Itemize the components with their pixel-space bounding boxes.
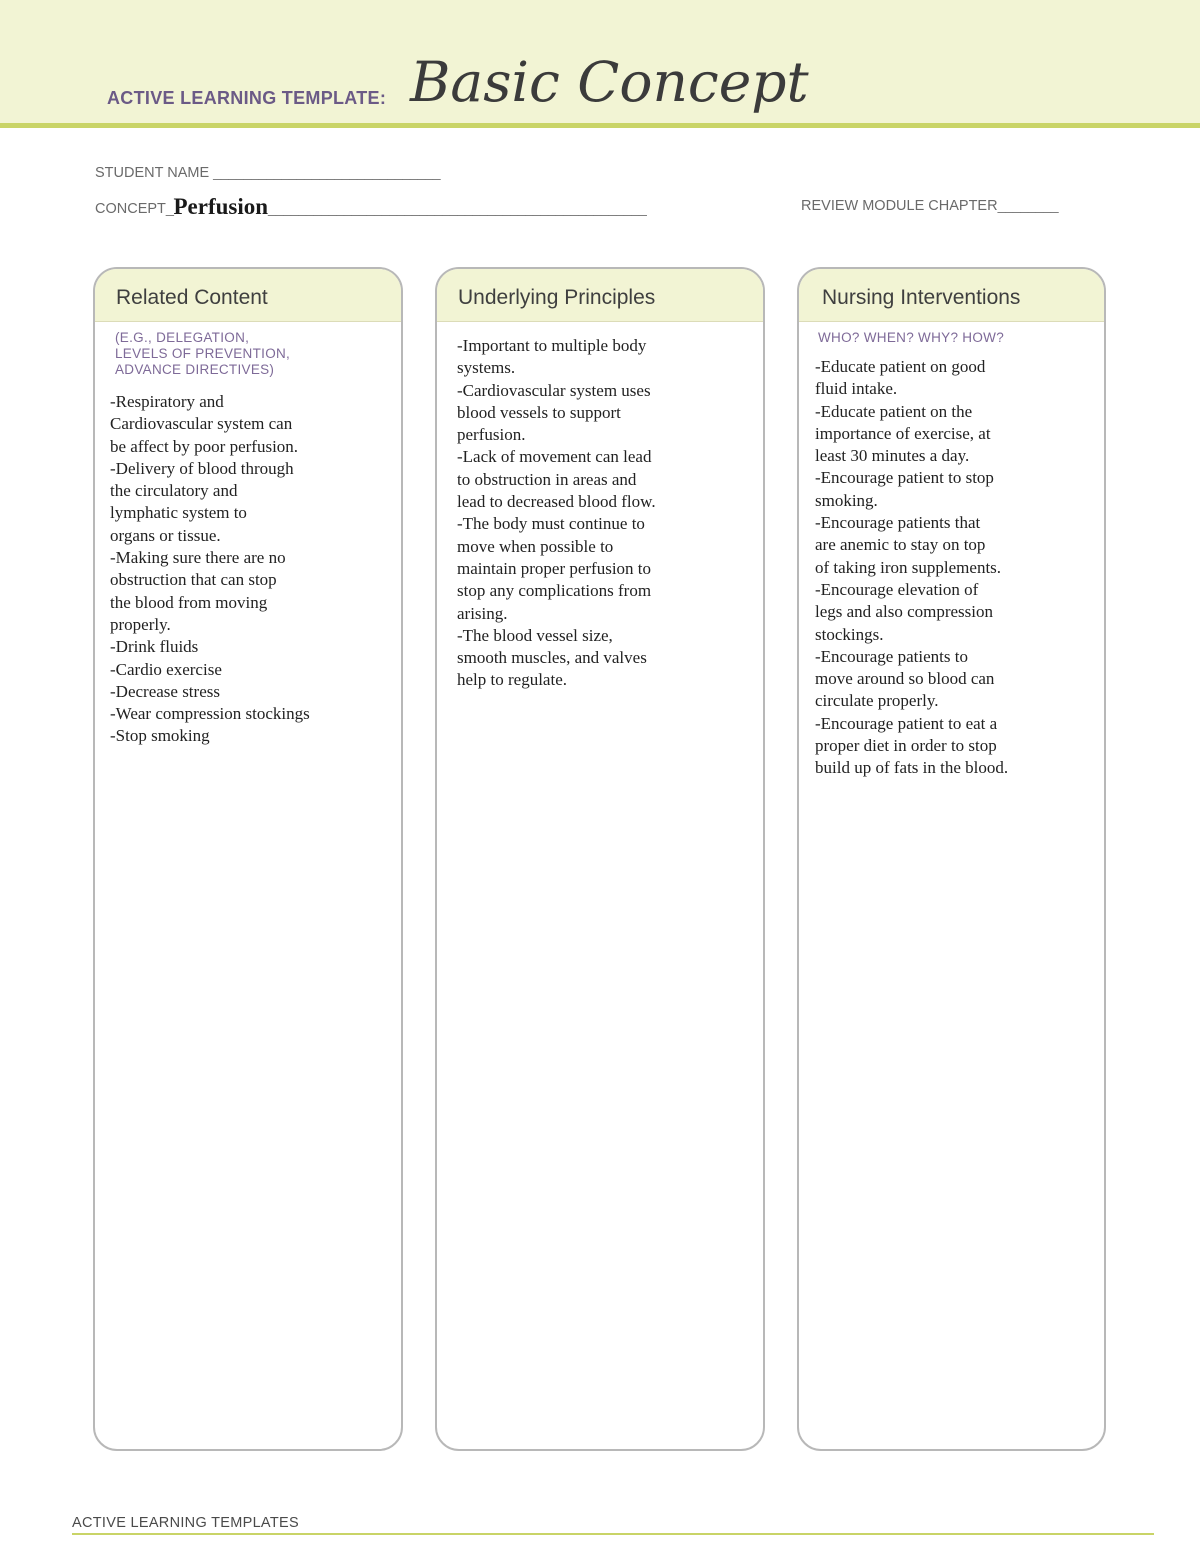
subtitle-line: (E.G., DELEGATION, [115, 330, 250, 345]
footer-rule [72, 1533, 1154, 1535]
text-line: properly. [110, 614, 171, 634]
text-line: blood vessels to support [457, 402, 621, 422]
text-line: move around so blood can [815, 669, 995, 689]
text-line: fluid intake. [815, 379, 898, 399]
concept-trail-blank: __________________________________________________ [268, 201, 647, 217]
related-content-panel [93, 267, 403, 1451]
text-line: stop any complications from [457, 581, 652, 601]
text-line: -Encourage elevation of [815, 579, 979, 599]
text-line: arising. [457, 603, 508, 623]
text-line: help to regulate. [457, 670, 567, 690]
text-line: be affect by poor perfusion. [110, 436, 299, 456]
text-line: -Important to multiple body [457, 336, 647, 355]
related-content-subtitle [95, 322, 401, 378]
text-line: obstruction that can stop [110, 570, 277, 590]
text-line: maintain proper perfusion to [457, 558, 652, 578]
text-line: are anemic to stay on top [815, 535, 986, 555]
underlying-principles-panel [435, 267, 765, 1451]
text-line: lead to decreased blood flow. [457, 492, 656, 512]
footer-label: ACTIVE LEARNING TEMPLATES [72, 1515, 299, 1531]
nursing-interventions-panel [797, 267, 1106, 1451]
text-line: organs or tissue. [110, 525, 221, 545]
text-line: -Encourage patients that [815, 513, 981, 533]
text-line: systems. [457, 358, 516, 378]
related-content-title: Related Content [95, 269, 401, 322]
subtitle-line: LEVELS OF PREVENTION, [115, 346, 291, 361]
text-line: -Respiratory and [110, 392, 224, 411]
text-line: smoking. [815, 490, 878, 510]
text-line: -The body must continue to [457, 514, 645, 534]
student-name-field[interactable]: ______________________________ [213, 165, 441, 181]
text-line: -Stop smoking [110, 726, 210, 746]
text-line: legs and also compression [815, 602, 993, 622]
text-line: move when possible to [457, 536, 614, 556]
text-line: Cardiovascular system can [110, 414, 293, 434]
text-line: perfusion. [457, 425, 526, 445]
text-line: -Encourage patient to stop [815, 468, 994, 488]
text-line: build up of fats in the blood. [815, 758, 1009, 778]
text-line: -Lack of movement can lead [457, 447, 652, 467]
text-line: the circulatory and [110, 481, 238, 501]
related-content-body[interactable] [95, 378, 401, 748]
concept-lead-blank: _ [165, 201, 174, 217]
text-line: -Making sure there are no [110, 548, 286, 568]
student-name-label: STUDENT NAME [95, 165, 210, 181]
text-line: lymphatic system to [110, 503, 247, 523]
concept-field[interactable]: Perfusion [173, 194, 269, 219]
concept-label: CONCEPT [95, 201, 166, 217]
nursing-interventions-body[interactable] [799, 346, 1104, 780]
nursing-interventions-subtitle: WHO? WHEN? WHY? HOW? [818, 330, 1005, 345]
header-rule [0, 123, 1200, 128]
text-line: importance of exercise, at [815, 423, 991, 443]
template-label: ACTIVE LEARNING TEMPLATE: [107, 88, 387, 108]
text-line: the blood from moving [110, 592, 268, 612]
text-line: -Drink fluids [110, 637, 199, 657]
review-module-label: REVIEW MODULE CHAPTER [801, 198, 998, 214]
text-line: -Educate patient on the [815, 401, 973, 421]
text-line: proper diet in order to stop [815, 736, 997, 756]
text-line: stockings. [815, 624, 884, 644]
text-line: -Decrease stress [110, 681, 220, 701]
subtitle-line: ADVANCE DIRECTIVES) [115, 362, 275, 377]
text-line: -Cardio exercise [110, 659, 222, 679]
text-line: -Wear compression stockings [110, 704, 310, 724]
text-line: -Cardiovascular system uses [457, 380, 651, 400]
text-line: -Delivery of blood through [110, 458, 294, 478]
concept-row [95, 193, 646, 219]
text-line: least 30 minutes a day. [815, 446, 970, 466]
review-module-row [801, 198, 1058, 214]
review-module-field[interactable]: ________ [997, 198, 1059, 214]
page-title: Basic Concept [410, 50, 809, 114]
text-line: circulate properly. [815, 691, 939, 711]
underlying-principles-body[interactable] [437, 322, 763, 692]
text-line: of taking iron supplements. [815, 557, 1002, 577]
text-line: -Educate patient on good [815, 357, 986, 376]
text-line: to obstruction in areas and [457, 469, 637, 489]
student-name-row [95, 165, 440, 181]
text-line: -Encourage patients to [815, 646, 968, 666]
nursing-interventions-title: Nursing Interventions [799, 269, 1104, 322]
text-line: -The blood vessel size, [457, 625, 613, 645]
text-line: smooth muscles, and valves [457, 648, 647, 668]
text-line: -Encourage patient to eat a [815, 713, 998, 733]
underlying-principles-title: Underlying Principles [437, 269, 763, 322]
